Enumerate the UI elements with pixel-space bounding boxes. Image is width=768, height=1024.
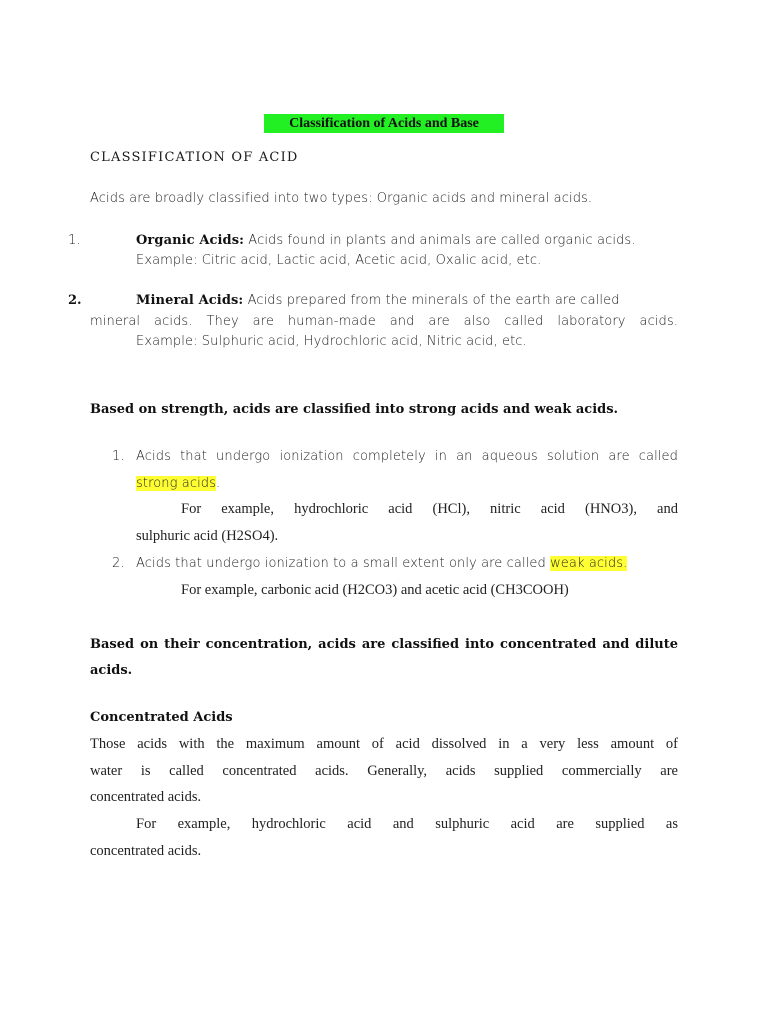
strength-item-number-2: 2.	[112, 556, 125, 571]
organic-acids-label: Organic Acids:	[136, 233, 245, 248]
heading-classification-of-acid: CLASSIFICATION OF ACID	[90, 150, 299, 165]
mineral-acids-text: Acids prepared from the minerals of the earth are called	[243, 293, 620, 308]
strength-item-1-line1: Acids that undergo ionization completely in an aqueous solution are called	[136, 449, 678, 464]
strong-acids-highlight: strong acids	[136, 476, 217, 491]
mineral-acids-line2: mineral acids. They are human-made and are also called laboratory acids.	[90, 314, 678, 329]
concentrated-acids-line4: For example, hydrochloric acid and sulphuric acid are supplied as	[136, 816, 678, 832]
strength-item-1-example-line1: For example, hydrochloric acid (HCl), nitric acid (HNO3), and	[181, 501, 678, 517]
strength-item-2-text: Acids that undergo ionization to a small extent only are called	[136, 556, 551, 571]
concentrated-acids-line5: concentrated acids.	[90, 843, 202, 859]
intro-paragraph: Acids are broadly classified into two types: Organic acids and mineral acids.	[90, 191, 593, 206]
concentrated-acids-heading: Concentrated Acids	[90, 710, 233, 725]
concentrated-acids-line1: Those acids with the maximum amount of acid dissolved in a very less amount of	[90, 736, 678, 752]
concentrated-acids-line2: water is called concentrated acids. Generally, acids supplied commercially are	[90, 763, 678, 779]
weak-acids-highlight: weak acids.	[550, 556, 628, 571]
organic-acids-line	[136, 233, 636, 248]
document-title: Classification of Acids and Base	[264, 114, 504, 133]
strong-acids-period: .	[216, 476, 221, 491]
list-number-mineral: 2.	[68, 293, 82, 308]
mineral-acids-label: Mineral Acids:	[136, 293, 244, 308]
strength-item-1-example-line2: sulphuric acid (H2SO4).	[136, 528, 279, 544]
organic-acids-example: Example: Citric acid, Lactic acid, Acetic acid, Oxalic acid, etc.	[136, 253, 542, 268]
strength-item-1-line2	[136, 476, 220, 491]
mineral-acids-example: Example: Sulphuric acid, Hydrochloric acid, Nitric acid, etc.	[136, 334, 527, 349]
concentrated-acids-line3: concentrated acids.	[90, 789, 202, 805]
organic-acids-text: Acids found in plants and animals are called organic acids.	[244, 233, 636, 248]
concentration-heading-line1: Based on their concentration, acids are classified into concentrated and dilute	[90, 637, 678, 652]
strength-heading: Based on strength, acids are classified into strong acids and weak acids.	[90, 402, 619, 417]
strength-item-2-line1	[136, 556, 627, 571]
concentration-heading-line2: acids.	[90, 663, 133, 678]
list-number-organic: 1.	[68, 233, 81, 248]
strength-item-2-example: For example, carbonic acid (H2CO3) and acetic acid (CH3COOH)	[181, 582, 569, 598]
strength-item-number-1: 1.	[112, 449, 125, 464]
mineral-acids-line1	[136, 293, 620, 308]
